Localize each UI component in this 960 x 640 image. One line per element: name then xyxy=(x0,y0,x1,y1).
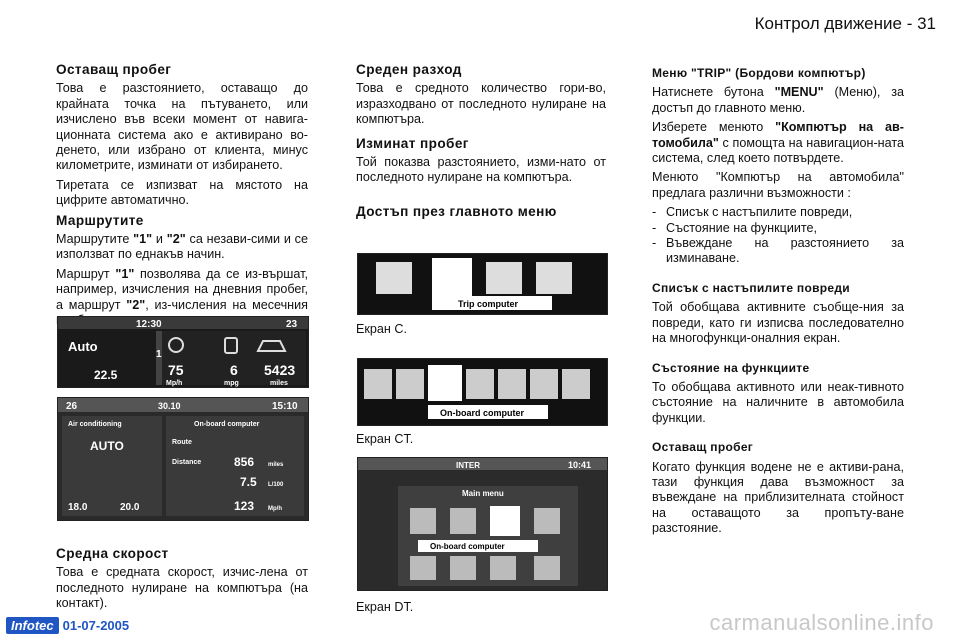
screen-row-distance: Distance xyxy=(172,459,202,466)
tile-icon xyxy=(396,369,424,399)
text-bold: "Компютър на ав-томобила" xyxy=(652,120,904,150)
screen-ct-graphic xyxy=(358,359,607,425)
section-title: Средна скорост xyxy=(56,546,169,561)
tile-icon xyxy=(490,556,516,580)
paragraph: Това е средното количество гори-во, изразходвано от последното нулиране на компютъра. xyxy=(356,81,606,127)
screen-time: 15:10 xyxy=(272,401,298,412)
paragraph: Това е средната скорост, изчис-лена от последното нулиране на компютъра (на контакт). xyxy=(56,565,308,611)
tile-icon xyxy=(534,556,560,580)
screen-temp-left: 18.0 xyxy=(68,502,88,513)
screen-speed-value: 123 xyxy=(234,499,255,513)
options-list xyxy=(652,205,904,267)
screen-temp: 26 xyxy=(66,401,78,412)
section-title: Изминат пробег xyxy=(356,135,469,151)
paragraph xyxy=(652,120,904,166)
section-title: Оставащ пробег xyxy=(56,62,172,77)
footer-date: 01-07-2005 xyxy=(62,618,130,633)
screen-distance-value: 856 xyxy=(234,455,255,469)
text: са незави-сими и се използват по еднакъв начин. xyxy=(56,232,308,262)
text: , из-числения на месечния xyxy=(145,297,308,312)
list-item: - Въвеждане на разстоянието за изминаване. xyxy=(652,236,904,267)
section-title: Състояние на функциите xyxy=(652,360,810,375)
display-screen-c xyxy=(357,253,608,315)
text: и xyxy=(152,232,167,247)
section-title: Достъп през главното меню xyxy=(356,203,557,219)
column-left-bottom xyxy=(56,546,308,616)
tile-icon-selected xyxy=(428,365,462,401)
list-item: - Списък с настъпилите повреди, xyxy=(652,205,904,220)
list-item: - Състояние на функциите, xyxy=(652,221,904,236)
screen-dt-title: Main menu xyxy=(462,489,504,498)
screen-temp: 23 xyxy=(286,319,298,330)
text: Маршрут xyxy=(56,266,116,281)
caption: Екран C. xyxy=(356,322,407,336)
screen-mode: Auto xyxy=(68,339,98,354)
screen-ct-label: On-board computer xyxy=(440,408,525,418)
screen-consumption-unit: L/100 xyxy=(268,482,284,488)
tile-icon xyxy=(486,262,522,294)
tile-icon xyxy=(562,369,590,399)
section-title: Среден разход xyxy=(356,62,462,77)
paragraph: Менюто "Компютър на автомобила" предлага различни възможности : xyxy=(652,170,904,200)
watermark: carmanualsonline.info xyxy=(709,610,934,635)
text-bold: "1" xyxy=(115,266,135,281)
screen-distance-unit: miles xyxy=(268,462,284,468)
page-header: Контрол движение - 31 xyxy=(754,14,936,33)
screen-dt-inter: INTER xyxy=(456,461,480,470)
text: Натиснете бутона xyxy=(652,85,775,100)
tile-icon xyxy=(376,262,412,294)
tile-icon xyxy=(530,369,558,399)
tile-icon xyxy=(450,508,476,534)
screen-left-title: Air conditioning xyxy=(68,421,122,428)
column-middle xyxy=(356,62,606,223)
text: Маршрутите xyxy=(56,232,134,247)
section-title: Списък с настъпилите повреди xyxy=(652,280,850,295)
caption: Екран CT. xyxy=(356,432,414,446)
screen-right-title: On-board computer xyxy=(194,421,260,428)
screen-temp-right: 20.0 xyxy=(120,502,140,513)
text: позволява да се из-вършат, например, изчисления на дневния пробег, а маршрут xyxy=(56,266,308,312)
paragraph: Това е разстоянието, оставащо до крайната точка на пътуването, или изчислено във всеки момент от навига-ционната система ако е активирано во-денето, или избрано от клиента, минус километрите, изминати от избирането. xyxy=(56,81,308,173)
tile-icon xyxy=(536,262,572,294)
screen-c-label: Trip computer xyxy=(458,299,519,309)
screen-aircon-graphic xyxy=(58,398,308,520)
screen-dt-graphic xyxy=(358,458,607,590)
screen-index: 1 xyxy=(156,349,162,360)
screen-row-route: Route xyxy=(172,439,192,446)
paragraph: Тиретата се изпизват на мястото на цифрите автоматично. xyxy=(56,177,308,208)
screen-consumption-value: 7.5 xyxy=(240,475,257,489)
text: с помощта на навигацион-ната система, след което потвърдете. xyxy=(652,135,904,166)
footer xyxy=(6,617,129,634)
screen-time: 12:30 xyxy=(136,319,162,330)
paragraph xyxy=(652,85,904,116)
display-screen-aircon xyxy=(57,397,309,521)
screen-date: 30.10 xyxy=(158,401,181,411)
section-title: Меню "TRIP" (Бордови компютър) xyxy=(652,66,866,80)
tile-icon-selected xyxy=(490,506,520,536)
tile-icon xyxy=(498,369,526,399)
infotec-logo: Infotec xyxy=(6,617,59,634)
screen-consumption-unit: mpg xyxy=(224,380,239,387)
tile-icon xyxy=(410,556,436,580)
display-screen-dt xyxy=(357,457,608,591)
text: (Меню), за достъп до главното меню. xyxy=(652,85,904,115)
tile-icon xyxy=(364,369,392,399)
paragraph xyxy=(56,232,308,263)
paragraph: Той обобщава активните съобще-ния за повреди, като ги изписва последователно на многофункци-оналния екран. xyxy=(652,300,904,346)
tile-icon xyxy=(466,369,494,399)
paragraph: Той показва разстоянието, изми-нато от последното нулиране на компютъра. xyxy=(356,155,606,185)
paragraph: Когато функция водене не е активи-рана, тази функция дава възможност за въвеждане на приблизителната стойност на оставащото за пропъту-ване разстояние. xyxy=(652,459,904,536)
section-title: Маршрутите xyxy=(56,212,144,228)
text-bold: "MENU" xyxy=(774,85,824,100)
screen-speed: 75 xyxy=(168,362,184,378)
text-bold: "2" xyxy=(126,297,146,312)
screen-consumption: 6 xyxy=(230,362,238,378)
tile-icon xyxy=(410,508,436,534)
text-bold: "1" xyxy=(133,232,153,247)
screen-range: 5423 xyxy=(264,362,296,378)
caption: Екран DT. xyxy=(356,600,414,614)
column-left xyxy=(56,62,308,333)
tile-icon xyxy=(534,508,560,534)
screen-temp-value: 22.5 xyxy=(94,368,118,382)
tile-icon-selected xyxy=(432,258,472,298)
screen-range-unit: miles xyxy=(270,380,288,387)
screen-speed-unit: Mp/h xyxy=(166,380,183,387)
screen-c-graphic xyxy=(358,254,607,314)
screen-dt-time: 10:41 xyxy=(568,460,592,470)
section-title: Оставащ пробег xyxy=(652,440,754,455)
display-screen-ct xyxy=(357,358,608,426)
text-bold: "2" xyxy=(166,232,186,247)
column-right xyxy=(652,66,904,541)
screen-trip-graphic xyxy=(58,317,308,387)
paragraph: То обобщава активното или неак-тивното състояние на наличните в автомобила функции. xyxy=(652,379,904,425)
tile-icon xyxy=(450,556,476,580)
display-screen-trip xyxy=(57,316,309,388)
screen-mode: AUTO xyxy=(90,439,124,453)
screen-speed-unit: Mp/h xyxy=(268,506,282,512)
text: Изберете менюто xyxy=(652,120,776,135)
screen-dt-label: On-board computer xyxy=(430,542,505,551)
